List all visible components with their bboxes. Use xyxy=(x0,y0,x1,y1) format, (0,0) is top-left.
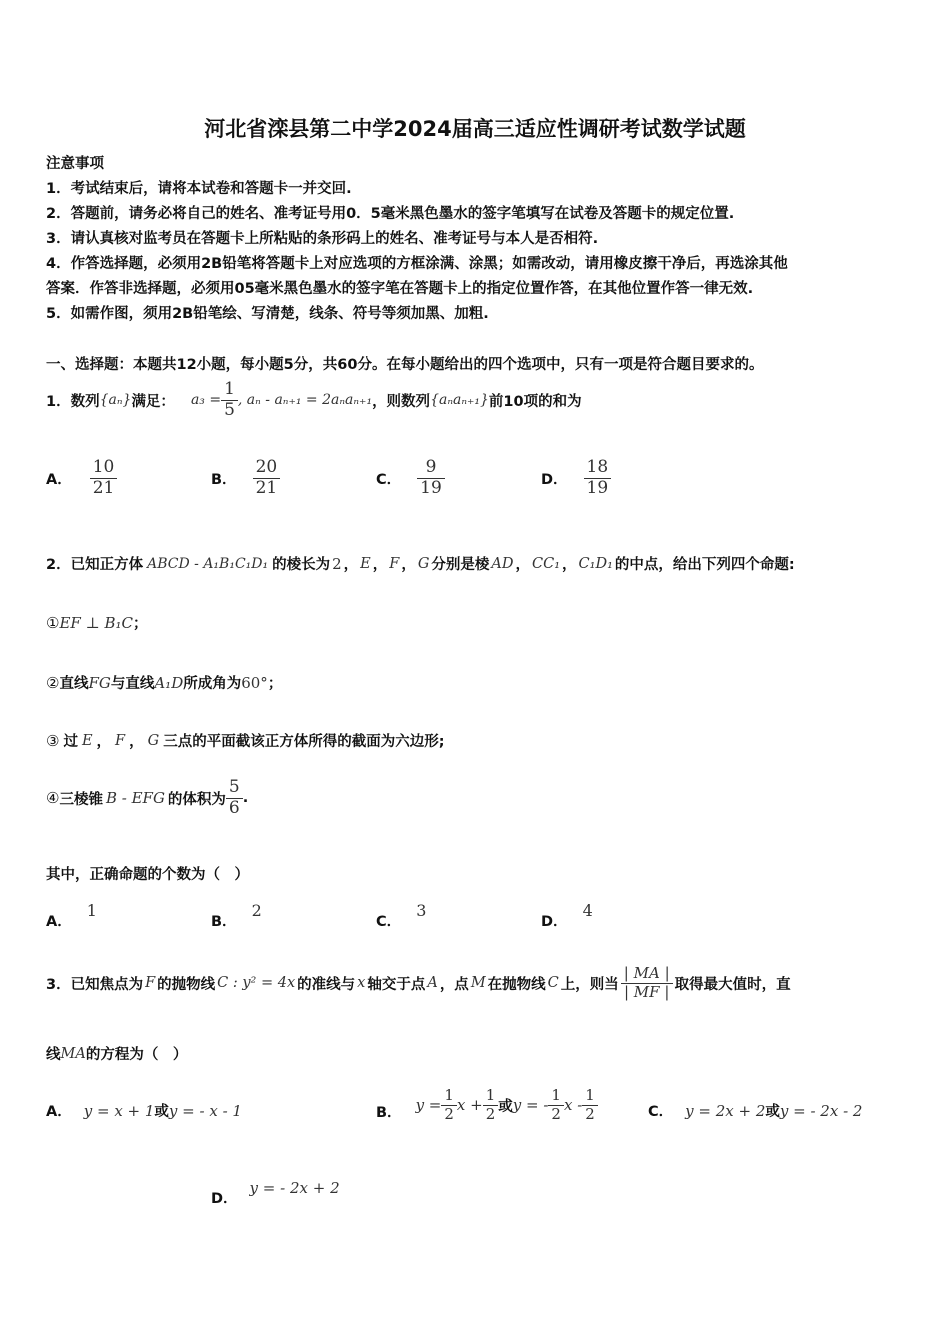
proposition-end: ； xyxy=(267,676,283,692)
q2-proposition-4 xyxy=(46,778,248,818)
q3-text: 的方程为（ ） xyxy=(85,1047,188,1063)
fraction-numerator: 1 xyxy=(582,1087,598,1105)
q2-prefix: 2．已知正方体 xyxy=(46,557,144,573)
q2-text: ， xyxy=(562,557,577,573)
q3-option-b[interactable] xyxy=(376,1080,598,1130)
q3-ratio-fraction xyxy=(621,965,673,1001)
option-expression: y = 2x + 2 xyxy=(685,1101,766,1120)
fraction-denominator: 21 xyxy=(255,477,278,498)
option-fraction xyxy=(417,458,445,498)
point-g: G xyxy=(147,732,160,749)
q2-proposition-1 xyxy=(46,612,147,633)
notice-item: 4．作答选择题，必须用2B铅笔将答题卡上对应选项的方框涂满、涂黑；如需改动，请用橡皮擦干净后，再选涂其他 xyxy=(46,256,788,272)
q2-question: 其中，正确命题的个数为（ ） xyxy=(46,867,249,883)
notice-item: 答案．作答非选择题，必须用05毫米黑色墨水的签字笔在答题卡上的指定位置作答，在其他位置作答一律无效. xyxy=(46,281,754,297)
option-label: A． xyxy=(46,1104,72,1120)
proposition-end: . xyxy=(242,790,249,807)
proposition-text: 三点的平面截该正方体所得的截面为六边形; xyxy=(163,734,445,750)
option-or: 或 xyxy=(498,1098,513,1115)
q2-text: 的中点，给出下列四个命题: xyxy=(614,557,795,573)
q2-option-c[interactable] xyxy=(376,900,427,930)
fraction-denominator: 5 xyxy=(224,399,235,420)
q3-option-a[interactable] xyxy=(46,1100,242,1121)
fraction-denominator: 2 xyxy=(585,1104,595,1123)
fraction-denominator: 2 xyxy=(444,1104,454,1123)
q1-condition-a: a₃ = xyxy=(190,392,222,408)
q2-option-d[interactable] xyxy=(541,900,593,930)
q1-sequence: {aₙ} xyxy=(99,392,132,408)
proposition-text: 的体积为 xyxy=(167,791,226,808)
q2-point-f: F xyxy=(389,555,400,572)
proposition-text: ， xyxy=(129,734,144,750)
option-label: D． xyxy=(541,471,568,488)
option-or: 或 xyxy=(154,1104,169,1120)
notice-item: 2．答题前，请务必将自己的姓名、准考证号用0．5毫米黑色墨水的签字笔填写在试卷及答题卡的规定位置. xyxy=(46,206,735,222)
q2-proposition-2 xyxy=(46,672,282,693)
fraction-numerator: 1 xyxy=(548,1087,564,1105)
option-fraction xyxy=(253,458,281,498)
q1-option-b[interactable] xyxy=(211,458,280,498)
question-3 xyxy=(46,955,791,1011)
circled-number: ④ xyxy=(46,789,60,808)
option-fraction xyxy=(548,1087,564,1123)
option-expression: y = - 2x - 2 xyxy=(779,1101,863,1120)
fraction-denominator: | MF | xyxy=(623,982,670,1001)
q3-curve-c: C xyxy=(547,975,559,991)
fraction-numerator: 1 xyxy=(441,1087,457,1105)
q3-line-2 xyxy=(46,1043,187,1064)
q3-text: 上，则当 xyxy=(560,976,619,993)
q3-text: 的抛物线 xyxy=(157,976,216,993)
q3-prefix: 3．已知焦点为 xyxy=(46,976,144,993)
proposition-text: 所成角为 xyxy=(183,676,242,692)
option-label: A． xyxy=(46,914,72,930)
q2-edge-length: 2 xyxy=(332,554,342,573)
q1-condition-fraction xyxy=(221,380,238,420)
q2-edge-cc1: CC₁ xyxy=(532,555,561,572)
option-or: 或 xyxy=(765,1104,780,1120)
option-fraction xyxy=(441,1087,457,1123)
q1-then: ，则数列 xyxy=(372,393,431,410)
q2-edge-c1d1: C₁D₁ xyxy=(578,555,613,572)
circled-number: ② xyxy=(46,673,60,692)
circled-number: ③ xyxy=(46,731,60,750)
option-fraction xyxy=(582,1087,598,1123)
q2-point-e: E xyxy=(360,555,371,572)
q3-focus: F xyxy=(145,975,156,991)
q3-point-a: A xyxy=(427,975,438,991)
q2-text: ， xyxy=(372,557,388,573)
q3-text: ，点 xyxy=(439,976,469,993)
fraction-numerator: 10 xyxy=(90,458,118,479)
volume-fraction xyxy=(226,778,243,818)
option-expression: y = - xyxy=(512,1096,549,1114)
q2-point-g: G xyxy=(417,555,430,572)
section-heading: 一、选择题：本题共12小题，每小题5分，共60分。在每小题给出的四个选项中，只有一项是符合题目要求的。 xyxy=(46,357,764,373)
fraction-numerator: 1 xyxy=(221,380,238,401)
fraction-numerator: 5 xyxy=(226,778,243,799)
q3-option-c[interactable] xyxy=(648,1100,862,1121)
q3-text: 在抛物线 xyxy=(487,976,546,993)
option-label: B． xyxy=(211,471,237,488)
q3-x: x xyxy=(357,975,366,991)
option-expression: y = - x - 1 xyxy=(168,1101,242,1120)
proposition-text: ， xyxy=(96,734,112,750)
q2-edge-ad: AD xyxy=(491,555,514,572)
option-label: C． xyxy=(376,914,402,930)
option-value: 4 xyxy=(582,901,593,920)
option-value: 2 xyxy=(251,901,262,920)
fraction-denominator: 19 xyxy=(586,477,609,498)
line-a1d: A₁D xyxy=(154,673,184,692)
q2-text: ， xyxy=(343,557,359,573)
option-expression: x - xyxy=(563,1096,583,1114)
fraction-numerator: 9 xyxy=(417,458,445,479)
notice-item: 5．如需作图，须用2B铅笔绘、写清楚，线条、符号等须加黑、加粗. xyxy=(46,306,489,322)
option-label: D． xyxy=(211,1191,238,1207)
option-expression: x + xyxy=(456,1096,483,1114)
line-fg: FG xyxy=(88,673,111,692)
option-expression: y = - 2x + 2 xyxy=(249,1178,340,1197)
q1-condition-b: , aₙ - aₙ₊₁ = 2aₙaₙ₊₁ xyxy=(237,392,373,408)
q3-text: 取得最大值时，直 xyxy=(674,976,791,993)
angle-value: 60° xyxy=(241,673,268,692)
fraction-denominator: 2 xyxy=(485,1104,496,1123)
q2-text: 的棱长为 xyxy=(272,557,331,573)
proposition-text: 直线 xyxy=(59,676,89,692)
q1-tail: 前10项的和为 xyxy=(488,393,582,410)
q3-option-d[interactable] xyxy=(211,1177,340,1207)
q1-option-a[interactable] xyxy=(46,458,117,498)
option-fraction xyxy=(90,458,118,498)
option-fraction xyxy=(584,458,612,498)
circled-number: ① xyxy=(46,613,60,632)
q3-curve: C : y² = 4x xyxy=(217,975,296,991)
option-fraction xyxy=(483,1087,499,1123)
q1-option-c[interactable] xyxy=(376,458,445,498)
proposition-text: 过 xyxy=(63,734,78,750)
option-label: A． xyxy=(46,471,72,488)
notice-heading: 注意事项 xyxy=(46,156,104,172)
question-2 xyxy=(46,553,795,574)
option-label: B． xyxy=(211,914,237,930)
option-label: D． xyxy=(541,914,568,930)
option-expression: y = xyxy=(415,1096,442,1114)
q1-sequence-product: {aₙaₙ₊₁} xyxy=(430,392,489,408)
q3-text: 的准线与 xyxy=(297,976,356,993)
q1-option-d[interactable] xyxy=(541,458,611,498)
fraction-denominator: 21 xyxy=(92,477,115,498)
q1-prefix: 1．数列 xyxy=(46,393,100,410)
option-value: 3 xyxy=(416,901,427,920)
fraction-numerator: 20 xyxy=(253,458,281,479)
fraction-numerator: 18 xyxy=(584,458,612,479)
q3-text: 线 xyxy=(46,1047,61,1063)
point-f: F xyxy=(115,732,126,749)
option-label: B． xyxy=(376,1104,402,1121)
fraction-numerator: | MA | xyxy=(621,965,673,983)
q2-text: ， xyxy=(515,557,531,573)
q1-mid: 满足： xyxy=(131,393,175,410)
option-label: C． xyxy=(648,1104,674,1120)
q2-proposition-3 xyxy=(46,730,445,751)
proposition-text: 三棱锥 xyxy=(59,791,103,808)
fraction-denominator: 2 xyxy=(551,1104,561,1123)
proposition-expression: EF ⊥ B₁C xyxy=(59,613,133,632)
q3-line-ma: MA xyxy=(60,1045,86,1062)
option-expression: y = x + 1 xyxy=(83,1101,155,1120)
q2-text: 分别是棱 xyxy=(431,557,490,573)
proposition-end: ； xyxy=(132,616,148,632)
q2-option-b[interactable] xyxy=(211,900,262,930)
notice-item: 1．考试结束后，请将本试卷和答题卡一并交回. xyxy=(46,181,352,197)
q3-point-m: M xyxy=(470,975,486,991)
fraction-denominator: 19 xyxy=(420,477,442,498)
pyramid-expression: B - EFG xyxy=(105,789,165,808)
fraction-denominator: 6 xyxy=(228,797,240,818)
option-label: C． xyxy=(376,471,402,488)
proposition-text: 与直线 xyxy=(110,676,155,692)
notice-item: 3．请认真核对监考员在答题卡上所粘贴的条形码上的姓名、准考证号与本人是否相符. xyxy=(46,231,599,247)
question-1 xyxy=(46,378,582,422)
q2-text: ， xyxy=(401,557,416,573)
fraction-numerator: 1 xyxy=(483,1087,499,1105)
q3-text: 轴交于点 xyxy=(367,976,426,993)
q2-option-a[interactable] xyxy=(46,900,97,930)
page-title: 河北省滦县第二中学2024届高三适应性调研考试数学试题 xyxy=(204,117,746,141)
option-value: 1 xyxy=(86,901,97,920)
q2-cube: ABCD - A₁B₁C₁D₁ xyxy=(147,555,269,572)
point-e: E xyxy=(81,732,93,749)
